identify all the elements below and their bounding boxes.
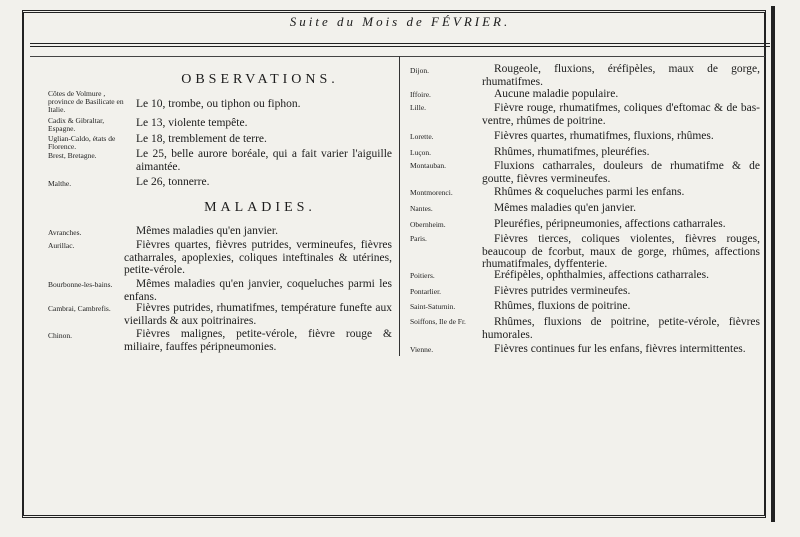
- entry-place: Bourbonne-les-bains.: [48, 281, 113, 289]
- entry-text: Rhûmes, fluxions de poitrine, petite-vérole, fièvres humorales.: [482, 316, 760, 341]
- entry-place: Avranches.: [48, 229, 82, 237]
- entry-place: Brest, Bretagne.: [48, 152, 97, 160]
- entry-text: Rhûmes, rhumatifmes, pleuréfies.: [494, 146, 650, 158]
- entry-place: Uglian-Caldo, états de Florence.: [48, 135, 116, 151]
- entry-text: Mêmes maladies qu'en janvier.: [136, 225, 278, 237]
- entry-text: Le 10, trombe, ou tiphon ou fiphon.: [136, 98, 301, 110]
- entry-place: Poitiers.: [410, 272, 435, 280]
- entry-place: Saint-Saturnin.: [410, 303, 456, 311]
- entry-place: Obernheim.: [410, 221, 446, 229]
- entry-text: Le 25, belle aurore boréale, qui a fait varier l'aiguille aimantée.: [136, 148, 392, 173]
- entry-text: Eréfipèles, ophthalmies, affections catharrales.: [494, 269, 710, 281]
- entry-place: Cadix & Gibraltar, Espagne.: [48, 117, 105, 133]
- entry-text: Rhûmes, fluxions de poitrine.: [494, 300, 631, 312]
- entry-place: Iffoire.: [410, 91, 431, 99]
- entry-place: Aurillac.: [48, 242, 75, 250]
- entry-text: Fièvres putrides vermineufes.: [494, 285, 631, 297]
- column-divider: [399, 56, 400, 356]
- left-column-top-rule: [30, 56, 399, 57]
- page-header: Suite du Mois de FÉVRIER.: [289, 14, 511, 29]
- entry-text: Le 18, tremblement de terre.: [136, 133, 267, 145]
- entry-text: Le 26, tonnerre.: [136, 176, 210, 188]
- entry-place: Luçon.: [410, 149, 432, 157]
- entry-text: Mêmes maladies qu'en janvier.: [494, 202, 636, 214]
- right-column-top-rule: [400, 56, 765, 57]
- entry-text: Rougeole, fluxions, éréfipèles, maux de gorge, rhumatifmes.: [482, 63, 760, 88]
- binding-edge-rule: [771, 6, 775, 522]
- entry-text: Fièvres tierces, coliques violentes, fièvres rouges, beaucoup de fcorbut, maux de gorge, rhûmes, affections rhumatifmales, dyffenterie.: [482, 233, 760, 270]
- entry-text: Fluxions catharrales, douleurs de rhumatifme & de goutte, fièvres vermineufes.: [482, 160, 760, 185]
- entry-text: Mêmes maladies qu'en janvier, coqueluches parmi les enfans.: [124, 278, 392, 303]
- entry-text: Fièvres putrides, rhumatifmes, température funefte aux vieillards & aux poitrinaires.: [124, 302, 392, 327]
- maladies-title: MALADIES.: [204, 200, 316, 215]
- entry-place: Montauban.: [410, 162, 447, 170]
- entry-text: Fièvres malignes, petite-vérole, fièvre rouge & miliaire, fauffes péripneumonies.: [124, 328, 392, 353]
- entry-text: Rhûmes & coqueluches parmi les enfans.: [494, 186, 685, 198]
- entry-text: Fièvres quartes, fièvres putrides, vermineufes, fièvres catharrales, apoplexies, coliques inteftinales & utérines, petite-vérole.: [124, 239, 392, 276]
- entry-place: Cambrai, Cambrefis.: [48, 305, 111, 313]
- entry-place: Pontarlier.: [410, 288, 442, 296]
- entry-text: Fièvres quartes, rhumatifmes, fluxions, rhûmes.: [494, 130, 714, 142]
- entry-place: Montmorenci.: [410, 189, 453, 197]
- entry-place: Vienne.: [410, 346, 434, 354]
- entry-text: Fièvre rouge, rhumatifmes, coliques d'eftomac & de bas-ventre, rhûmes de poitrine.: [482, 102, 760, 127]
- entry-place: Lille.: [410, 104, 427, 112]
- observations-title: OBSERVATIONS.: [181, 72, 339, 87]
- entry-text: Le 13, violente tempête.: [136, 117, 248, 129]
- entry-text: Pleuréfies, péripneumonies, affections catharrales.: [494, 218, 726, 230]
- entry-place: Soiffons, Ile de Fr.: [410, 318, 466, 326]
- entry-place: Nantes.: [410, 205, 433, 213]
- entry-place: Paris.: [410, 235, 427, 243]
- entry-place: Lorette.: [410, 133, 434, 141]
- entry-place: Malthe.: [48, 180, 72, 188]
- entry-place: Côtes de Volmure , province de Basilicate en Italie.: [48, 90, 124, 114]
- entry-text: Fièvres continues fur les enfans, fièvres intermittentes.: [494, 343, 746, 355]
- header-rule: [30, 43, 770, 47]
- entry-text: Aucune maladie populaire.: [494, 88, 619, 100]
- entry-place: Dijon.: [410, 67, 429, 75]
- entry-place: Chinon.: [48, 332, 72, 340]
